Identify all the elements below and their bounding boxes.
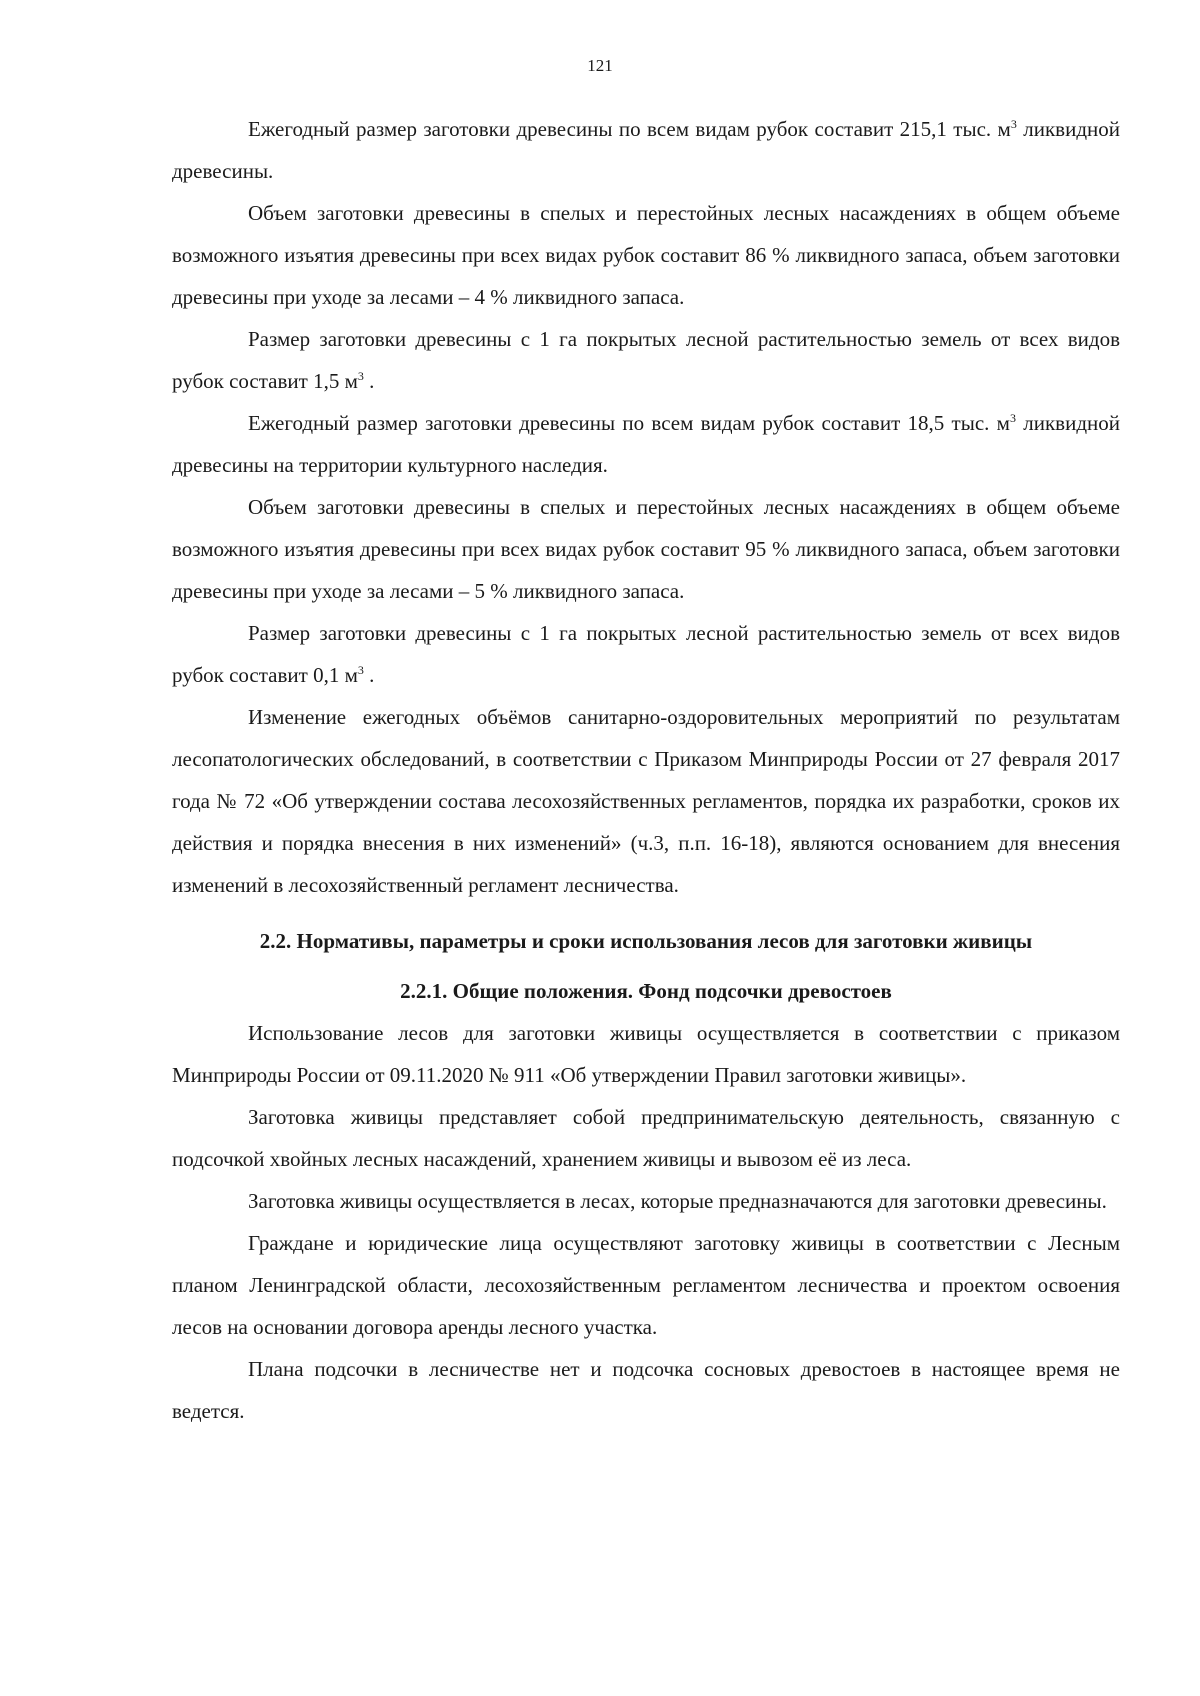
paragraph-annual-harvest: Ежегодный размер заготовки древесины по всем видам рубок составит 215,1 тыс. $м^3$ ликвидной древесины. bbox=[172, 117, 1120, 183]
paragraph-sanitary-changes: Изменение ежегодных объёмов санитарно-оздоровительных мероприятий по результатам лесопатологических обследований, в соответствии с Приказом Минприроды России от 27 февраля 2017 года № 72 «Об утверждении состава лесохозяйственных регламентов, порядка их разработки, сроков их действия и порядка внесения в них изменений» (ч.3, п.п. 16-18), являются основанием для внесения изменений в лесохозяйственный регламент лесничества. bbox=[172, 705, 1120, 897]
paragraph-resin-forests: Заготовка живицы осуществляется в лесах, которые предназначаются для заготовки древесины. bbox=[248, 1189, 1107, 1213]
paragraph-volume-share: Объем заготовки древесины в спелых и перестойных лесных насаждениях в общем объеме возможного изъятия древесины при всех видах рубок составит 86 % ликвидного запаса, объем заготовки древесины при уходе за лесами – 4 % ликвидного запаса. bbox=[172, 201, 1120, 309]
paragraph-resin-usage: Использование лесов для заготовки живицы осуществляется в соответствии с приказом Минприроды России от 09.11.2020 № 911 «Об утверждении Правил заготовки живицы». bbox=[172, 1021, 1120, 1087]
paragraph-heritage-harvest: Ежегодный размер заготовки древесины по всем видам рубок составит 18,5 тыс. $м^3$ ликвидной древесины на территории культурного наследия. bbox=[172, 411, 1120, 477]
document-body bbox=[172, 108, 1120, 1432]
subsection-heading: 2.2.1. Общие положения. Фонд подсочки древостоев bbox=[400, 979, 892, 1003]
paragraph-heritage-volume-share: Объем заготовки древесины в спелых и перестойных лесных насаждениях в общем объеме возможного изъятия древесины при всех видах рубок составит 95 % ликвидного запаса, объем заготовки древесины при уходе за лесами – 5 % ликвидного запаса. bbox=[172, 495, 1120, 603]
paragraph-heritage-per-hectare: Размер заготовки древесины с 1 га покрытых лесной растительностью земель от всех видов рубок составит 0,1 $м^3$ . bbox=[172, 621, 1120, 687]
section-heading: 2.2. Нормативы, параметры и сроки использования лесов для заготовки живицы bbox=[259, 929, 1033, 953]
paragraph-per-hectare: Размер заготовки древесины с 1 га покрытых лесной растительностью земель от всех видов рубок составит 1,5 $м^3$ . bbox=[172, 327, 1120, 393]
page-number: 121 bbox=[587, 56, 613, 75]
paragraph-resin-activity: Заготовка живицы представляет собой предпринимательскую деятельность, связанную с подсочкой хвойных лесных насаждений, хранением живицы и вывозом её из леса. bbox=[172, 1105, 1120, 1171]
paragraph-resin-plan: Плана подсочки в лесничестве нет и подсочка сосновых древостоев в настоящее время не ведется. bbox=[172, 1357, 1120, 1423]
paragraph-resin-citizens: Граждане и юридические лица осуществляют заготовку живицы в соответствии с Лесным планом Ленинградской области, лесохозяйственным регламентом лесничества и проектом освоения лесов на основании договора аренды лесного участка. bbox=[172, 1231, 1120, 1339]
